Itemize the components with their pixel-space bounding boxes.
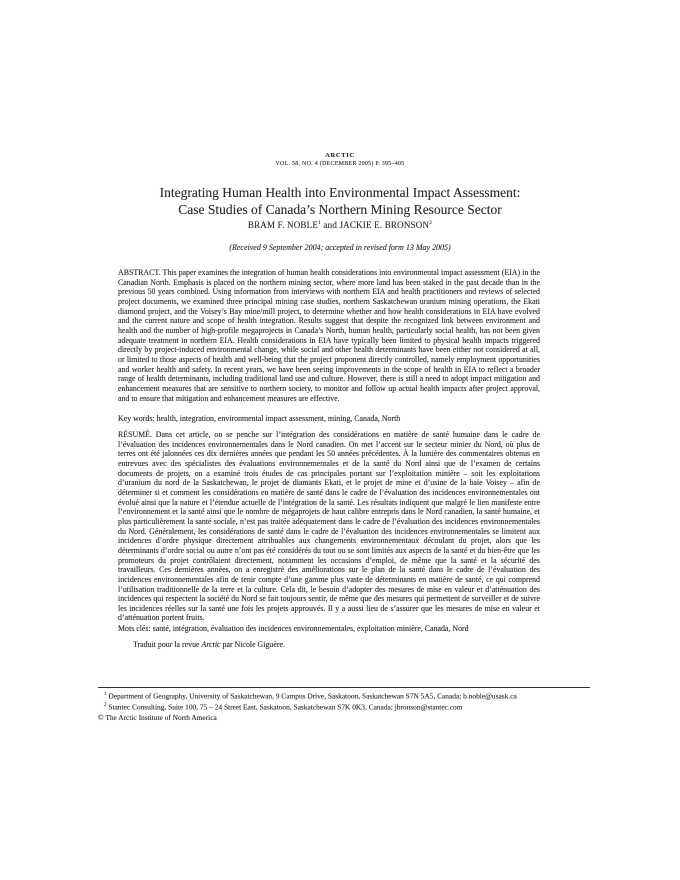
keywords-line: Key words: health, integration, environmental impact assessment, mining, Canada, North xyxy=(118,414,401,423)
footnote-1-marker: 1 xyxy=(104,692,107,697)
copyright-line: © The Arctic Institute of North America xyxy=(98,712,217,722)
article-title-line1: Integrating Human Health into Environmental Impact Assessment: xyxy=(159,185,521,200)
footnote-2-marker: 2 xyxy=(104,703,107,709)
journal-issue-line: VOL. 58, NO. 4 (DECEMBER 2005) P. 395–405 xyxy=(275,160,405,167)
footnote-divider-rule xyxy=(98,687,590,688)
author-byline xyxy=(70,220,610,230)
affiliation-footnote-2 xyxy=(98,701,592,712)
footnotes-block xyxy=(98,690,592,723)
translation-credit-line xyxy=(118,640,540,650)
affiliation-footnote-1 xyxy=(98,690,592,701)
journal-name: ARCTIC xyxy=(325,152,355,159)
author-2-affiliation-mark: 2 xyxy=(429,220,433,226)
mots-cles-line: Mots clés: santé, intégration, évaluation des incidences environnementales, exploitation minière, Canada, Nord xyxy=(118,624,469,633)
author-connector: and xyxy=(320,220,340,230)
translation-credit-suffix: par Nicole Giguère. xyxy=(220,640,285,649)
footnote-1-text: Department of Geography, University of Saskatchewan, 9 Campus Drive, Saskatoon, Saskatchewan S7N 5A5, Canada; b.noble@usask.ca xyxy=(108,691,517,701)
author-1-affiliation-mark: 1 xyxy=(318,220,321,226)
journal-masthead xyxy=(98,152,582,167)
abstract-paragraph: ABSTRACT. This paper examines the integration of human health considerations into environmental impact assessment (EIA) in the Canadian North. Emphasis is placed on the northern mining sector, where more land has been staked in the past decade than in the previous 50 years combined. Using information from interviews with northern EIA and health practitioners and reviews of selected project documents, we examined three principal mining case studies, northern Saskatchewan uranium mining operations, the Ekati diamond project, and the Voisey’s Bay mine/mill project, to determine whether and how health considerations in EIA have evolved and the current nature and scope of health integration. Results suggest that despite the recognized link between environment and health and the number of high-profile megaprojects in Canada’s North, human health, particularly social health, has not been given adequate treatment in northern EIA. Health considerations in EIA have typically been limited to physical health impacts triggered directly by project-induced environmental change, while social and other health determinants have been either not considered at all, or limited to those aspects of health and well-being that the project proponent directly controlled, namely employment opportunities and worker health and safety. In recent years, we have been seeing improvements in the scope of health in EIA to reflect a broader range of health determinants, including traditional land use and culture. However, there is still a need to adopt impact mitigation and enhancement measures that are sensitive to northern society, to monitor and follow up actual health impacts after project approval, and to ensure that mitigation and enhancement measures are effective. xyxy=(118,268,540,403)
received-accepted-line: (Received 9 September 2004; accepted in revised form 13 May 2005) xyxy=(229,243,451,252)
translation-credit-journal: Arctic xyxy=(201,640,221,649)
author-2-name: JACKIE E. BRONSON xyxy=(339,220,430,230)
resume-paragraph: RÉSUMÉ. Dans cet article, on se penche sur l’intégration des considérations en matière de santé humaine dans le cadre de l’évaluation des incidences environnementales dans le Nord canadien. On met l’accent sur le secteur minier du Nord, où plus de terres ont été jalonnées ces dix dernières années que pendant les 50 années précédentes. À la lumière des commentaires obtenus en entrevues avec des spécialistes des évaluations environnementales et de la santé du Nord ainsi que de l’examen de certains documents de projets, on a examiné trois études de cas principales portant sur l’exploitation minière – soit les exploitations d’uranium du nord de la Saskatchewan, le projet de diamants Ekati, et le projet de mine et d’usine de la baie Voisey – afin de déterminer si et comment les considérations en matière de santé dans le cadre de l’évaluation des incidences environnementales ont évolué ainsi que la nature et l’étendue actuelle de l’intégration de la santé. Les résultats indiquent que malgré le lien manifeste entre l’environnement et la santé ainsi que le nombre de mégaprojets de haut calibre entrepris dans le Nord canadien, la santé humaine, et plus particulièrement la santé sociale, n’est pas traitée adéquatement dans le cadre de l’évaluation des incidences environnementales du Nord. Généralement, les considérations de santé dans le cadre de l’évaluation des incidences environnementales se limitent aux incidences d’ordre physique directement attribuables aux changements environnementaux découlant du projet, alors que les déterminants d’ordre social ou autre n’ont pas été considérés du tout ou se sont limités aux aspects de la santé et du bien-être que les promoteurs du projet contrôlaient directement, notamment les occasions d’emploi, de même que la santé et la sécurité des travailleurs. Ces dernières années, on a enregistré des améliorations sur le plan de la santé dans le cadre de l’évaluation des incidences environnementales afin de tenir compte d’une gamme plus vaste de déterminants en matière de santé, ce qui comprend l’utilisation traditionnelle de la terre et la culture. Cela dit, le besoin d’adopter des mesures de mise en valeur et d’atténuation des incidences qui respectent la société du Nord se fait toujours sentir, de même que des mesures qui permettent de surveiller et de suivre les incidences réelles sur la santé une fois les projets approuvés. Il y a aussi lieu de s’assurer que les mesures de mise en valeur et d’atténuation portent fruits. xyxy=(118,430,540,623)
author-1-name: BRAM F. NOBLE xyxy=(247,220,319,230)
footnote-2-text: Stantec Consulting, Suite 100, 75 – 24 Street East, Saskatoon, Saskatchewan S7K 0K3, Canada; jbronson@stantec.com xyxy=(108,702,463,712)
translation-credit-prefix: Traduit pour la revue xyxy=(133,640,202,649)
article-title-line2: Case Studies of Canada’s Northern Mining Resource Sector xyxy=(178,201,502,217)
article-title xyxy=(70,185,610,218)
